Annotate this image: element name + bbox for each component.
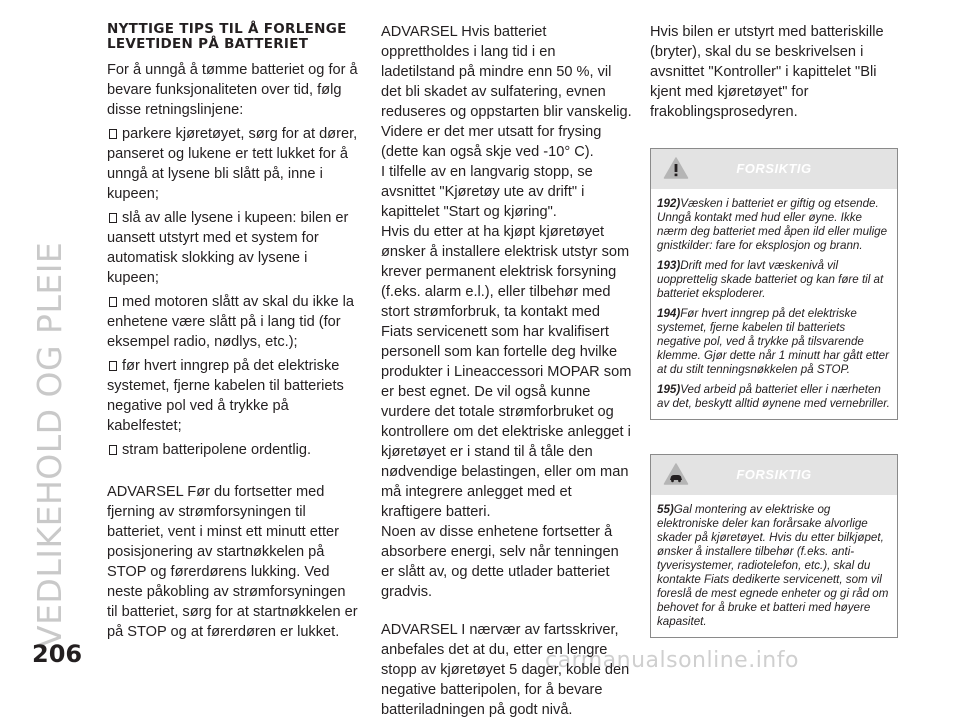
checkbox-bullet-icon xyxy=(109,213,117,223)
checkbox-bullet-icon xyxy=(109,445,117,455)
caution-item xyxy=(657,197,891,253)
chapter-side-label: VEDLIKEHOLD OG PLEIE xyxy=(30,241,69,648)
column-middle xyxy=(381,22,633,720)
list-item-text: slå av alle lysene i kupeen: bilen er uansett utstyrt med et system for automatisk slokking av lysene i kupeen; xyxy=(107,210,349,286)
section-heading: NYTTIGE TIPS TIL Å FORLENGE LEVETIDEN PÅ BATTERIET xyxy=(107,21,347,52)
caution-text: Gal montering av elektriske og elektroniske deler kan forårsake alvorlige skader på kjøretøyet. Hvis du etter bilkjøpet, ønsker å installere tilbehør (f.eks. anti-tyverisystemer, radiotelefon, etc.), skal du kontakte Fiats dedikerte servicenett, som vil foreslå de mest egnede enheter og gi råd om behovet for å bruke et batteri med høyere kapasitet. xyxy=(657,503,889,628)
checkbox-bullet-icon xyxy=(109,361,117,371)
caution-item xyxy=(657,383,891,411)
caution-text: Drift med for lavt væskenivå vil uopprettelig skade batteriet og kan føre til at batteriet eksploderer. xyxy=(657,259,884,300)
warning-paragraph: ADVARSEL I nærvær av fartsskriver, anbefales det at du, etter en lengre stopp av kjøretøyet 5 dager, koble den negative batteripolen, for å bevare batteriladningen på godt nivå. xyxy=(381,622,630,718)
caution-header xyxy=(651,149,897,189)
column-left xyxy=(107,22,359,642)
column-right xyxy=(650,22,898,638)
caution-title: FORSIKTIG xyxy=(736,467,812,482)
caution-item xyxy=(657,259,891,301)
list-item-text: med motoren slått av skal du ikke la enhetene være slått på i lang tid (for eksempel radio, nødlys, etc.); xyxy=(107,294,354,350)
reference-number: 55) xyxy=(657,503,674,516)
caution-body xyxy=(651,189,897,419)
caution-box xyxy=(650,454,898,638)
paragraph: Noen av disse enhetene fortsetter å absorbere energi, selv når tenningen er slått av, og dette utlader batteriet gradvis. xyxy=(381,524,619,600)
caution-header xyxy=(651,455,897,495)
list-item xyxy=(107,440,359,460)
watermark: carmanualsonline.info xyxy=(545,648,799,673)
list-item-text: parkere kjøretøyet, sørg for at dører, panseret og lukene er tett lukket for å unngå at lysene bli slått på, inne i kupeen; xyxy=(107,126,358,202)
reference-number: 192) xyxy=(657,197,681,210)
caution-body xyxy=(651,495,897,637)
checkbox-bullet-icon xyxy=(109,297,117,307)
paragraph: Videre er det mer utsatt for frysing (dette kan også skje ved -10° C). xyxy=(381,124,602,160)
damage-car-icon xyxy=(663,462,689,492)
caution-text: Før hvert inngrep på det elektriske systemet, fjerne kabelen til batteriets negative pol, ved å trykke på tilsvarende klemme. Gjør dette når 1 minutt har gått etter at du stilt tenningsnøkkelen på STOP. xyxy=(657,307,889,376)
caution-box xyxy=(650,148,898,420)
list-item xyxy=(107,208,359,288)
list-item-text: før hvert inngrep på det elektriske systemet, fjerne kabelen til batteriets negative pol ved å trykke på kabelfestet; xyxy=(107,358,344,434)
intro-paragraph: Hvis bilen er utstyrt med batteriskille (bryter), skal du se beskrivelsen i avsnittet "Kontroller" i kapittelet "Bli kjent med kjøretøyet" for frakoblingsprosedyren. xyxy=(650,24,884,120)
caution-text: Væsken i batteriet er giftig og etsende. Unngå kontakt med hud eller øyne. Ikke nærm deg batteriet med åpen ild eller mulige gnistkilder: fare for eksplosjon og brann. xyxy=(657,197,888,252)
reference-number: 193) xyxy=(657,259,681,272)
paragraph: Hvis du etter at ha kjøpt kjøretøyet ønsker å installere elektrisk utstyr som krever permanent elektrisk forsyning (f.eks. alarm e.l.), eller tilbehør med stort strømforbruk, ta kontakt med Fiats servicenett som har kvalifisert personell som kan fortelle deg hvilke produkter i Lineaccessori MOPAR som er best egnet. De vil også kunne vurdere det totale strømforbruket og kontrollere om det elektriske anlegget i kjøretøyet er i stand til å tåle den nødvendige belastingen, eller om man må integrere anlegget med et kraftigere batteri. xyxy=(381,224,632,520)
checkbox-bullet-icon xyxy=(109,129,117,139)
caution-text: Ved arbeid på batteriet eller i nærheten av det, beskytt alltid øynene med vernebriller. xyxy=(657,383,890,410)
warning-triangle-icon xyxy=(663,156,689,186)
reference-number: 195) xyxy=(657,383,681,396)
paragraph: I tilfelle av en langvarig stopp, se avsnittet "Kjøretøy ute av drift" i kapittelet "Start og kjøring". xyxy=(381,164,593,220)
warning-paragraph: ADVARSEL Før du fortsetter med fjerning av strømforsyningen til batteriet, vent i minst ett minutt etter posisjonering av startnøkkelen på STOP og førerdørens lukking. Ved neste påkobling av strømforsyningen til batteriet, sørg for at startnøkkelen er på STOP og at førerdøren er lukket. xyxy=(107,484,358,640)
caution-title: FORSIKTIG xyxy=(736,161,812,176)
intro-paragraph: For å unngå å tømme batteriet og for å bevare funksjonaliteten over tid, følg disse retningslinjene: xyxy=(107,62,358,118)
reference-number: 194) xyxy=(657,307,681,320)
list-item xyxy=(107,124,359,204)
list-item-text: stram batteripolene ordentlig. xyxy=(122,442,312,458)
paragraph: ADVARSEL Hvis batteriet opprettholdes i lang tid i en ladetilstand på mindre enn 50 %, vil det bli skadet av sulfatering, evnen reduseres og oppstarten blir vanskelig. xyxy=(381,24,632,120)
list-item xyxy=(107,292,359,352)
list-item xyxy=(107,356,359,436)
caution-item xyxy=(657,503,891,629)
page-number: 206 xyxy=(32,640,83,668)
caution-item xyxy=(657,307,891,377)
